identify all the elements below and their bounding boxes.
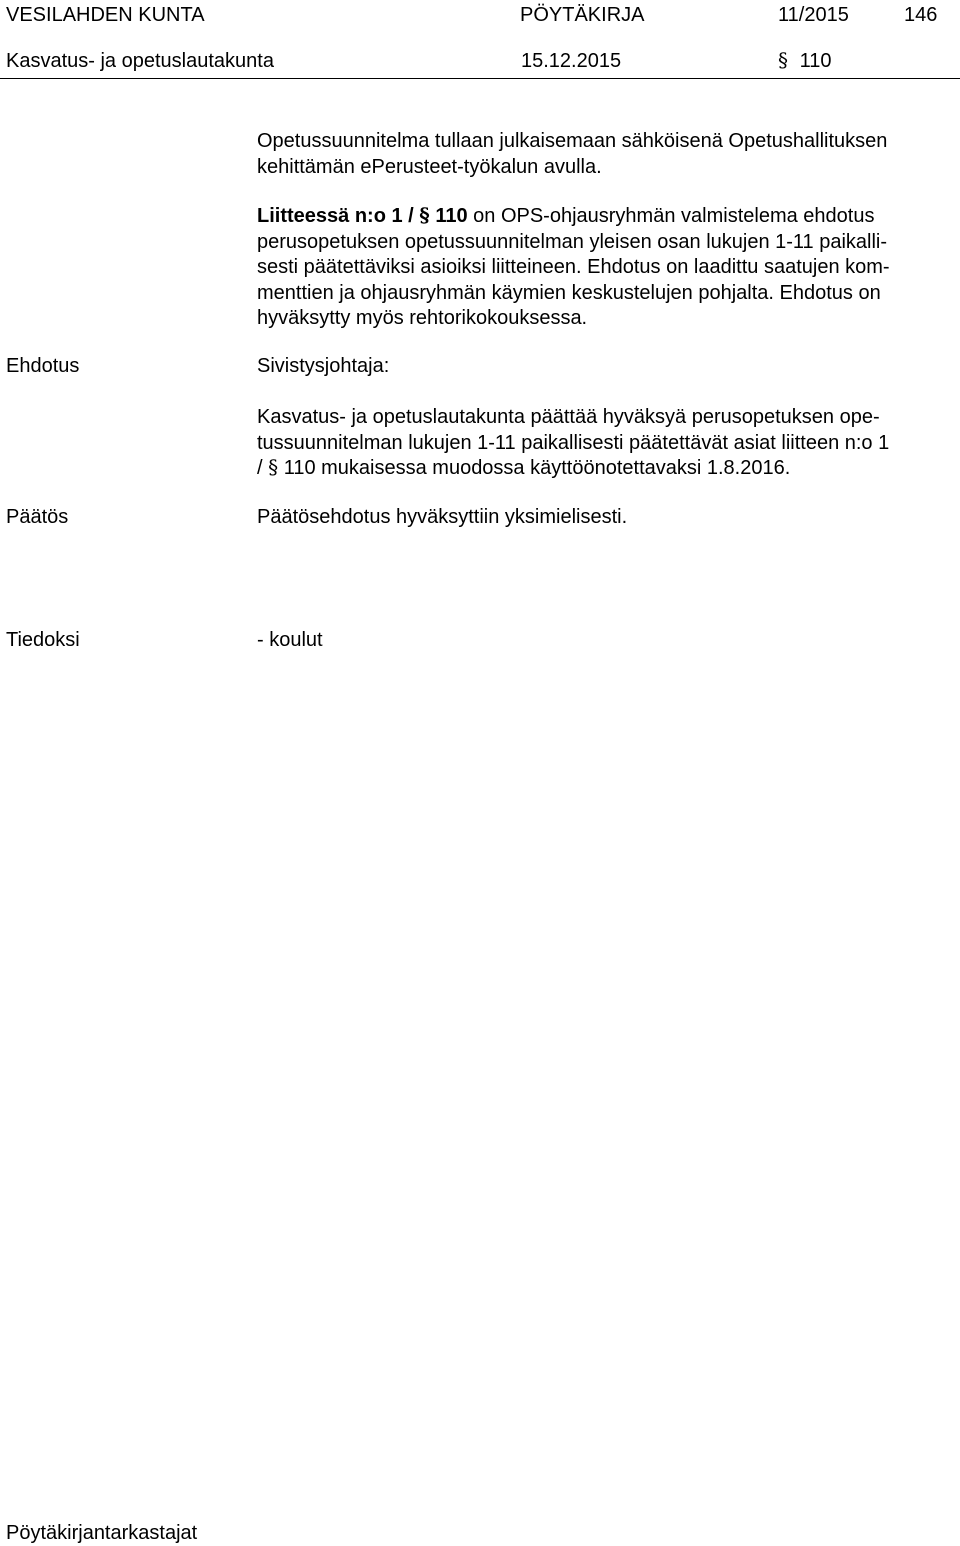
intro-line: kehittämän ePerusteet-työkalun avulla. <box>257 155 602 178</box>
intro-line: Opetussuunnitelma tullaan julkaisemaan sähköisenä Opetushallituksen <box>257 130 888 152</box>
attachment-line: perusopetuksen opetussuunnitelman yleisen osan lukujen 1-11 paikalli- <box>257 230 888 253</box>
attachment-paragraph <box>257 204 947 332</box>
section-symbol: § <box>268 455 279 479</box>
attachment-line: hyväksytty myös rehtorikokouksessa. <box>257 307 588 329</box>
attachment-line: menttien ja ohjausryhmän käymien keskustelujen pohjalta. Ehdotus on <box>257 281 881 304</box>
header-divider <box>0 78 960 79</box>
decision-text: Päätösehdotus hyväksyttiin yksimielisesti. <box>257 506 628 528</box>
proposal-text: 110 mukaisessa muodossa käyttöönotettavaksi 1.8.2016. <box>283 457 791 479</box>
section-symbol: § <box>778 48 788 72</box>
proposal-line: tussuunnitelman lukujen 1-11 paikallisesti päätettävät asiat liitteen n:o 1 <box>257 431 890 454</box>
proposal-slash: / <box>257 457 263 479</box>
attachment-section-number: 110 <box>435 205 468 227</box>
proposal-speaker: Sivistysjohtaja: <box>257 355 390 377</box>
decision-label: Päätös <box>6 506 69 528</box>
proposal-paragraph <box>257 405 947 482</box>
proposal-label: Ehdotus <box>6 355 80 377</box>
minutes-checkers-label: Pöytäkirjantarkastajat <box>6 1522 198 1544</box>
proposal-line: Kasvatus- ja opetuslautakunta päättää hyväksyä perusopetuksen ope- <box>257 406 880 428</box>
distribution-label: Tiedoksi <box>6 629 80 651</box>
proposal-line <box>257 456 947 482</box>
attachment-line: sesti päätettäviksi asioiksi liitteineen. Ehdotus on laadittu saatujen kom- <box>257 256 890 278</box>
page-number: 146 <box>904 4 938 26</box>
intro-paragraph <box>257 129 947 180</box>
attachment-text: on OPS-ohjausryhmän valmistelema ehdotus <box>473 205 875 227</box>
document-type: PÖYTÄKIRJA <box>520 4 645 26</box>
section-reference <box>778 49 831 73</box>
meeting-date: 15.12.2015 <box>521 50 622 72</box>
municipality-name: VESILAHDEN KUNTA <box>6 4 205 26</box>
attachment-reference: Liitteessä n:o 1 / <box>257 205 414 227</box>
section-symbol: § <box>419 203 430 227</box>
section-number: 110 <box>799 50 832 72</box>
attachment-line <box>257 204 947 230</box>
document-number: 11/2015 <box>778 4 849 26</box>
distribution-text: - koulut <box>257 629 323 651</box>
committee-name: Kasvatus- ja opetuslautakunta <box>6 50 274 72</box>
